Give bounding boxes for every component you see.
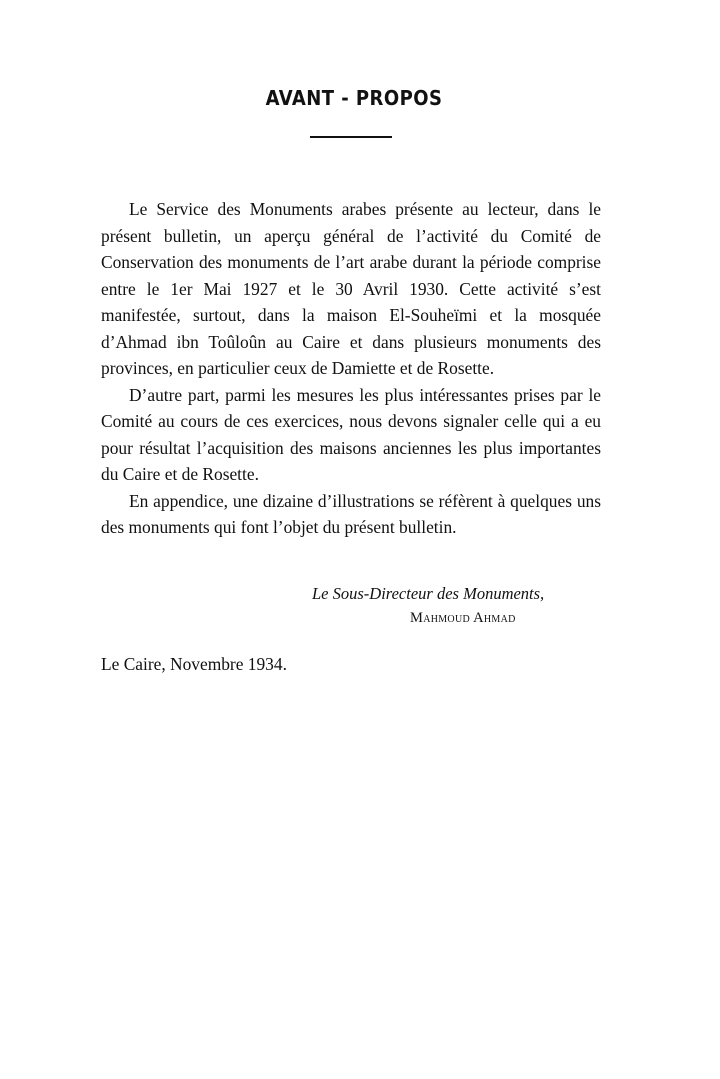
page-title: AVANT - PROPOS: [265, 86, 443, 110]
signature-block: [312, 582, 602, 630]
paragraph-3: En appendice, une dizaine d’illustrations se réfèrent à quelques uns des monuments qui font l’objet du présent bulletin.: [101, 490, 601, 537]
foreword-body: [101, 196, 601, 541]
paragraph-1: Le Service des Monuments arabes présente au lecteur, dans le présent bulletin, un aperçu général de l’activité du Comité de Conservation des monuments de l’art arabe durant la période comprise entre le 1er Mai 1927 et le 30 Avril 1930. Cette activité s’est manifestée, surtout, dans la maison El-Souheïmi et la mosquée d’Ahmad ibn Toûloûn au Caire et dans plusieurs monuments des provinces, en particulier ceux de Damiette et de Rosette.: [101, 199, 601, 378]
signature-role: Le Sous-Directeur des Monuments,: [312, 584, 545, 603]
signature-name: Mahmoud Ahmad: [410, 610, 516, 626]
title-divider: [310, 136, 392, 138]
place-date: Le Caire, Novembre 1934.: [101, 654, 287, 674]
paragraph-2: D’autre part, parmi les mesures les plus intéressantes prises par le Comité au cours de ces exercices, nous devons signaler celle qui a eu pour résultat l’acquisition des maisons anciennes les plus importantes du Caire et de Rosette.: [101, 384, 601, 484]
